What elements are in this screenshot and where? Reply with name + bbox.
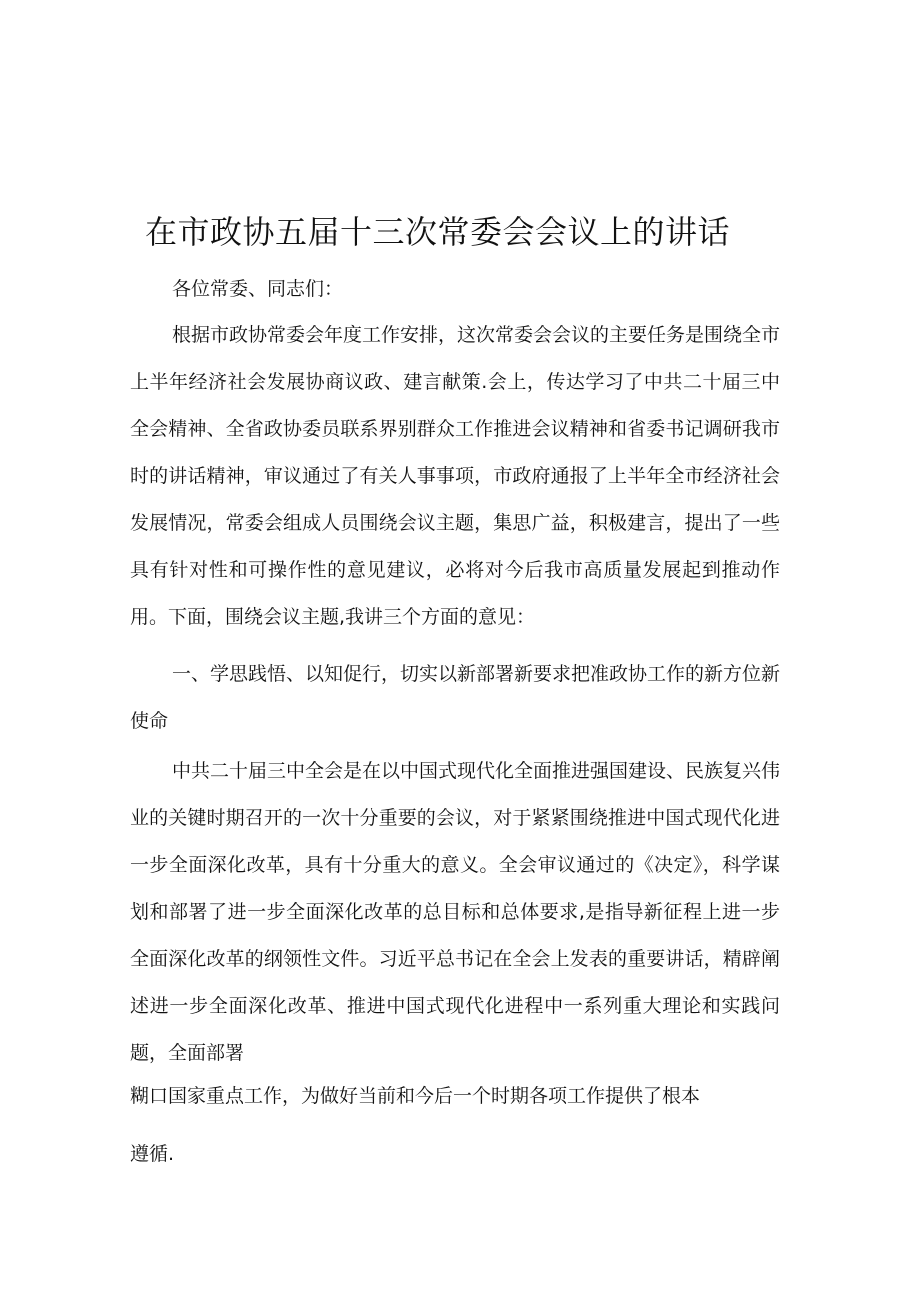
salutation: 各位常委、同志们： [172,278,344,300]
paragraph-2-ending: 遵循. [130,1143,175,1165]
document-title: 在市政协五届十三次常委会会议上的讲话 [145,213,731,251]
paragraph-1: 根据市政协常委会年度工作安排，这次常委会会议的主要任务是围绕全市上半年经济社会发展协商议政、建言献策.会上，传达学习了中共二十届三中全会精神、全省政协委员联系界别群众工作推进会议精神和省委书记调研我市时的讲话精神，审议通过了有关人事事项，市政府通报了上半年全市经济社会发展情况，常委会组成人员围绕会议主题，集思广益，积极建言，提出了一些具有针对性和可操作性的意见建议，必将对今后我市高质量发展起到推动作用。下面，围绕会议主题,我讲三个方面的意见： [130,324,781,628]
section-heading-1: 一、学思践悟、以知促行，切实以新部署新要求把准政协工作的新方位新使命 [130,663,781,732]
paragraph-2-continuation: 糊口国家重点工作，为做好当前和今后一个时期各项工作提供了根本 [130,1085,701,1107]
paragraph-2: 中共二十届三中全会是在以中国式现代化全面推进强国建设、民族复兴伟业的关键时期召开的一次十分重要的会议，对于紧紧围绕推进中国式现代化进一步全面深化改革，具有十分重大的意义。全会审议通过的《决定》，科学谋划和部署了进一步全面深化改革的总目标和总体要求,是指导新征程上进一步全面深化改革的纲领性文件。习近平总书记在全会上发表的重要讲话，精辟阐述进一步全面深化改革、推进中国式现代化进程中一系列重大理论和实践问题，全面部署 [130,760,781,1064]
